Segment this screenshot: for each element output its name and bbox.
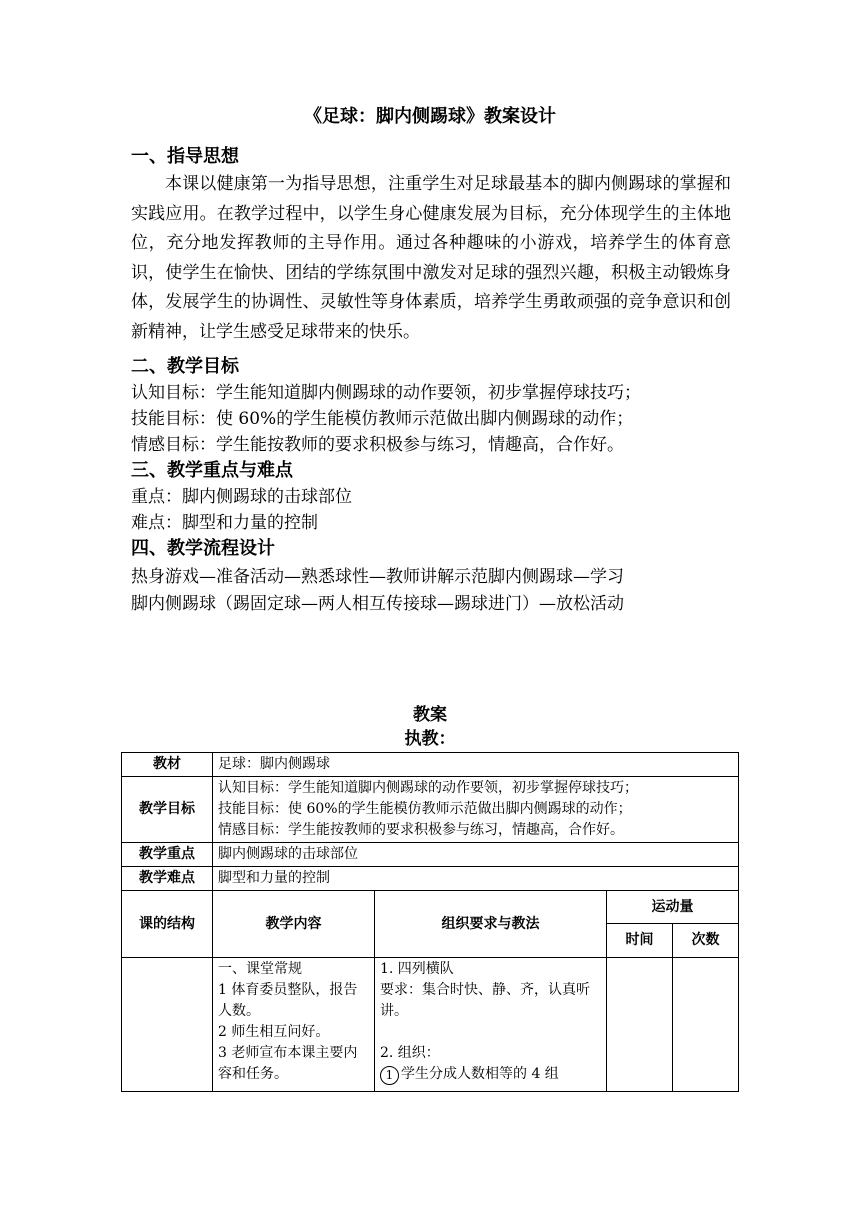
routine-content-line-4: 3 老师宣布本课主要内容和任务。 <box>218 1045 358 1082</box>
key-point-text: 脚内侧踢球的击球部位 <box>218 846 358 862</box>
header-organization: 组织要求与教法 <box>375 891 607 958</box>
header-structure: 课的结构 <box>122 891 213 958</box>
key-point: 重点：脚内侧踢球的击球部位 <box>131 487 352 507</box>
routine-org-line-1: 1. 四列横队 <box>380 961 454 977</box>
routine-content-line-2: 1 体育委员整队，报告人数。 <box>218 982 358 1019</box>
objective-cognitive: 认知目标：学生能知道脚内侧踢球的动作要领，初步掌握停球技巧； <box>131 383 641 403</box>
section-heading-process: 四、教学流程设计 <box>131 538 275 559</box>
table-header-row-1 <box>122 891 739 924</box>
header-content: 教学内容 <box>213 891 375 958</box>
table-row-key-point <box>122 843 739 867</box>
routine-time-cell <box>607 958 673 1092</box>
objectives-line-1: 认知目标：学生能知道脚内侧踢球的动作要领，初步掌握停球技巧； <box>218 780 638 796</box>
routine-org-line-2: 要求：集合时快、静、齐，认真听讲。 <box>380 982 590 1019</box>
header-exercise: 运动量 <box>607 891 739 924</box>
routine-structure-cell <box>122 958 213 1092</box>
table-row-difficulty <box>122 867 739 891</box>
guiding-idea-paragraph: 本课以健康第一为指导思想，注重学生对足球最基本的脚内侧踢球的掌握和实践应用。在教学过程中，以学生身心健康发展为目标，充分体现学生的主体地位，充分地发挥教师的主导作用。通过各种趣味的小游戏，培养学生的体育意识，使学生在愉快、团结的学练氛围中激发对足球的强烈兴趣，积极主动锻炼身体，发展学生的协调性、灵敏性等身体素质，培养学生勇敢顽强的竞争意识和创新精神，让学生感受足球带来的快乐。 <box>131 174 731 342</box>
difficulty-point: 难点：脚型和力量的控制 <box>131 513 318 533</box>
routine-org-blank-line <box>380 1022 601 1043</box>
routine-org-grouping-text: 学生分成人数相等的 4 组 <box>401 1066 559 1082</box>
material-value <box>213 753 739 777</box>
table-row-routine <box>122 958 739 1092</box>
objective-skill: 技能目标：使 60%的学生能模仿教师示范做出脚内侧踢球的动作； <box>131 409 634 429</box>
key-point-value <box>213 843 739 867</box>
routine-content-line-1: 一、课堂常规 <box>218 961 302 977</box>
section-heading-objectives: 二、教学目标 <box>131 356 239 377</box>
row-label-key-point: 教学重点 <box>122 843 213 867</box>
difficulty-value <box>213 867 739 891</box>
material-text: 足球：脚内侧踢球 <box>218 756 330 772</box>
section-heading-key-points: 三、教学重点与难点 <box>131 460 293 481</box>
objective-affective: 情感目标：学生能按教师的要求积极参与练习，情趣高，合作好。 <box>131 435 624 455</box>
objectives-value <box>213 777 739 843</box>
document-title: 《足球：脚内侧踢球》教案设计 <box>304 106 556 127</box>
row-label-difficulty: 教学难点 <box>122 867 213 891</box>
routine-count-cell <box>673 958 739 1092</box>
routine-content-line-3: 2 师生相互问好。 <box>218 1024 330 1040</box>
objectives-line-2: 技能目标：使 60%的学生能模仿教师示范做出脚内侧踢球的动作； <box>218 801 632 817</box>
header-time: 时间 <box>607 924 673 958</box>
section-heading-guiding-idea: 一、指导思想 <box>131 146 239 167</box>
routine-org-line-5 <box>380 1064 601 1085</box>
plan-heading: 教案 <box>413 705 447 725</box>
process-line-2: 脚内侧踢球（踢固定球—两人相互传接球—踢球进门）—放松活动 <box>131 594 624 614</box>
row-label-objectives: 教学目标 <box>122 777 213 843</box>
circled-number: 1 <box>380 1066 399 1085</box>
header-count: 次数 <box>673 924 739 958</box>
objectives-line-3: 情感目标：学生能按教师的要求积极参与练习，情趣高，合作好。 <box>218 822 624 838</box>
lesson-plan-table <box>121 752 739 1092</box>
routine-org-line-4: 2. 组织： <box>380 1045 440 1061</box>
table-row-material <box>122 753 739 777</box>
routine-organization-cell <box>375 958 607 1092</box>
table-row-objectives <box>122 777 739 843</box>
teacher-label: 执教： <box>404 729 456 749</box>
process-line-1: 热身游戏—准备活动—熟悉球性—教师讲解示范脚内侧踢球—学习 <box>131 567 624 587</box>
routine-content-cell <box>213 958 375 1092</box>
difficulty-text: 脚型和力量的控制 <box>218 870 330 886</box>
row-label-material: 教材 <box>122 753 213 777</box>
